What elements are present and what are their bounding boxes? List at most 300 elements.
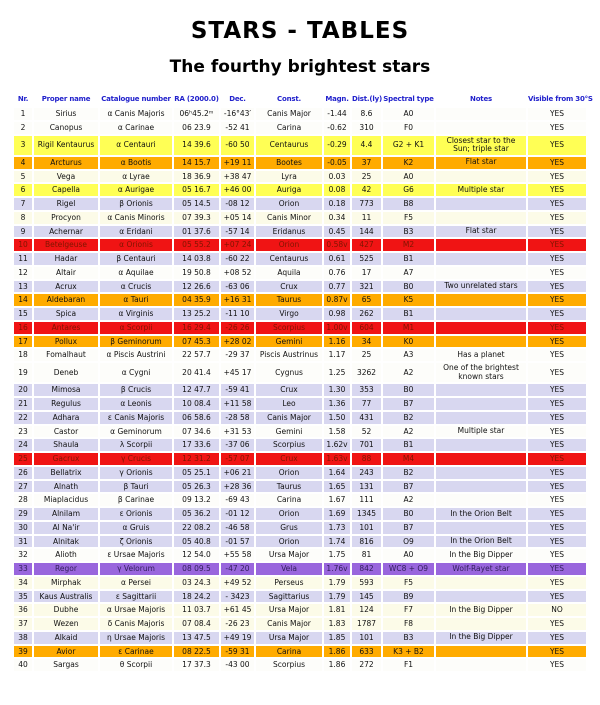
cell-ra: 17 33.6 [174, 439, 219, 451]
cell-ra: 18 24.2 [174, 591, 219, 603]
table-row [14, 171, 586, 183]
cell-magn: 1.16 [324, 336, 350, 348]
cell-name: Alnath [34, 481, 98, 493]
cell-const: Crux [256, 281, 322, 293]
cell-nr: 3 [14, 136, 32, 155]
cell-magn: 0.18 [324, 198, 350, 210]
cell-ra: 05 40.8 [174, 536, 219, 548]
cell-ra: 13 47.5 [174, 632, 219, 644]
cell-visible: YES [528, 481, 586, 493]
cell-spec: A0 [383, 549, 434, 561]
table-row [14, 536, 586, 548]
cell-name: Procyon [34, 212, 98, 224]
cell-spec: B7 [383, 398, 434, 410]
cell-cat: α Scorpii [100, 322, 172, 334]
cell-spec: B3 [383, 632, 434, 644]
cell-ra: 07 34.6 [174, 426, 219, 438]
cell-nr: 34 [14, 577, 32, 589]
cell-ra: 12 26.6 [174, 281, 219, 293]
cell-ra: 05 25.1 [174, 467, 219, 479]
cell-notes [436, 522, 526, 534]
cell-const: Carina [256, 494, 322, 506]
cell-const: Scorpius [256, 439, 322, 451]
cell-cat: α Orionis [100, 239, 172, 251]
table-row [14, 398, 586, 410]
table-row [14, 467, 586, 479]
cell-dec: +45 17 [221, 363, 254, 382]
cell-dist: 37 [352, 157, 381, 169]
cell-dist: 262 [352, 308, 381, 320]
table-row [14, 198, 586, 210]
cell-dist: 633 [352, 646, 381, 658]
table-row [14, 308, 586, 320]
cell-visible: YES [528, 184, 586, 196]
table-header-row [14, 93, 586, 106]
cell-magn: 0.98 [324, 308, 350, 320]
cell-nr: 14 [14, 294, 32, 306]
cell-name: Altair [34, 267, 98, 279]
cell-visible: YES [528, 467, 586, 479]
cell-spec: B1 [383, 439, 434, 451]
cell-name: Aldebaran [34, 294, 98, 306]
cell-notes [436, 494, 526, 506]
cell-notes [436, 577, 526, 589]
cell-nr: 32 [14, 549, 32, 561]
cell-nr: 35 [14, 591, 32, 603]
cell-name: Wezen [34, 618, 98, 630]
cell-dist: 101 [352, 632, 381, 644]
cell-dec: -59 31 [221, 646, 254, 658]
table-row [14, 157, 586, 169]
cell-dec: -69 43 [221, 494, 254, 506]
cell-name: Vega [34, 171, 98, 183]
cell-visible: YES [528, 108, 586, 120]
cell-dec: -43 00 [221, 659, 254, 671]
cell-dist: 816 [352, 536, 381, 548]
cell-notes [436, 659, 526, 671]
table-row [14, 508, 586, 520]
cell-visible: YES [528, 157, 586, 169]
cell-cat: ε Carinae [100, 646, 172, 658]
cell-magn: 1.86 [324, 646, 350, 658]
cell-magn: 1.85 [324, 632, 350, 644]
cell-magn: -1.44 [324, 108, 350, 120]
cell-notes: In the Orion Belt [436, 508, 526, 520]
cell-visible: YES [528, 336, 586, 348]
cell-spec: M4 [383, 453, 434, 465]
cell-visible: YES [528, 212, 586, 224]
cell-visible: YES [528, 226, 586, 238]
cell-spec: B7 [383, 481, 434, 493]
cell-dist: 525 [352, 253, 381, 265]
cell-nr: 38 [14, 632, 32, 644]
cell-nr: 39 [14, 646, 32, 658]
cell-dec: +28 02 [221, 336, 254, 348]
cell-ra: 08 22.5 [174, 646, 219, 658]
cell-name: Pollux [34, 336, 98, 348]
cell-dec: -01 57 [221, 536, 254, 548]
cell-notes [436, 122, 526, 134]
cell-ra: 05 26.3 [174, 481, 219, 493]
cell-ra: 05 36.2 [174, 508, 219, 520]
cell-const: Crux [256, 453, 322, 465]
cell-dist: 25 [352, 349, 381, 361]
cell-visible: YES [528, 426, 586, 438]
cell-notes [436, 412, 526, 424]
cell-cat: α Lyrae [100, 171, 172, 183]
cell-magn: 1.74 [324, 536, 350, 548]
cell-magn: 1.83 [324, 618, 350, 630]
cell-dec: -11 10 [221, 308, 254, 320]
cell-dist: 17 [352, 267, 381, 279]
cell-dist: 81 [352, 549, 381, 561]
cell-name: Capella [34, 184, 98, 196]
cell-nr: 33 [14, 563, 32, 575]
table-row [14, 384, 586, 396]
cell-dec: -16°43′ [221, 108, 254, 120]
cell-const: Ursa Major [256, 549, 322, 561]
cell-notes: Multiple star [436, 426, 526, 438]
cell-spec: B1 [383, 253, 434, 265]
cell-cat: λ Scorpii [100, 439, 172, 451]
cell-visible: YES [528, 632, 586, 644]
cell-name: Fomalhaut [34, 349, 98, 361]
table-row [14, 494, 586, 506]
cell-magn: 1.36 [324, 398, 350, 410]
cell-const: Leo [256, 398, 322, 410]
cell-cat: ε Sagittarii [100, 591, 172, 603]
cell-name: Mimosa [34, 384, 98, 396]
cell-nr: 27 [14, 481, 32, 493]
table-row [14, 563, 586, 575]
cell-notes: Multiple star [436, 184, 526, 196]
cell-spec: F7 [383, 604, 434, 616]
cell-nr: 18 [14, 349, 32, 361]
cell-nr: 6 [14, 184, 32, 196]
cell-visible: YES [528, 136, 586, 155]
table-row [14, 481, 586, 493]
cell-dec: +31 53 [221, 426, 254, 438]
cell-notes [436, 322, 526, 334]
cell-name: Rigil Kentaurus [34, 136, 98, 155]
cell-dist: 1345 [352, 508, 381, 520]
cell-const: Orion [256, 536, 322, 548]
cell-visible: YES [528, 577, 586, 589]
cell-ra: 03 24.3 [174, 577, 219, 589]
cell-visible: NO [528, 604, 586, 616]
cell-visible: YES [528, 281, 586, 293]
column-header-spec: Spectral type [383, 95, 434, 103]
cell-dist: 3262 [352, 363, 381, 382]
cell-cat: γ Crucis [100, 453, 172, 465]
cell-cat: β Crucis [100, 384, 172, 396]
cell-dec: -01 12 [221, 508, 254, 520]
cell-magn: 1.81 [324, 604, 350, 616]
table-row [14, 549, 586, 561]
cell-dec: -57 07 [221, 453, 254, 465]
cell-dec: - 3423 [221, 591, 254, 603]
table-row [14, 108, 586, 120]
cell-const: Taurus [256, 294, 322, 306]
cell-cat: α Persei [100, 577, 172, 589]
table-row [14, 426, 586, 438]
cell-ra: 09 13.2 [174, 494, 219, 506]
cell-cat: α Crucis [100, 281, 172, 293]
table-row [14, 363, 586, 382]
cell-cat: α Aurigae [100, 184, 172, 196]
cell-cat: β Tauri [100, 481, 172, 493]
cell-magn: 1.65 [324, 481, 350, 493]
cell-magn: 0.03 [324, 171, 350, 183]
cell-name: Alnitak [34, 536, 98, 548]
cell-const: Crux [256, 384, 322, 396]
table-row [14, 591, 586, 603]
cell-magn: 1.79 [324, 591, 350, 603]
cell-notes [436, 591, 526, 603]
cell-cat: ζ Orionis [100, 536, 172, 548]
cell-name: Canopus [34, 122, 98, 134]
cell-dist: 52 [352, 426, 381, 438]
cell-ra: 05 14.5 [174, 198, 219, 210]
cell-const: Ursa Major [256, 632, 322, 644]
cell-spec: F1 [383, 659, 434, 671]
column-header-const: Const. [277, 95, 301, 103]
table-row [14, 294, 586, 306]
cell-visible: YES [528, 267, 586, 279]
cell-ra: 22 57.7 [174, 349, 219, 361]
cell-dec: -47 20 [221, 563, 254, 575]
cell-dec: +16 31 [221, 294, 254, 306]
cell-visible: YES [528, 398, 586, 410]
cell-spec: B3 [383, 226, 434, 238]
cell-magn: 0.61 [324, 253, 350, 265]
cell-dist: 1787 [352, 618, 381, 630]
cell-name: Acrux [34, 281, 98, 293]
cell-const: Grus [256, 522, 322, 534]
table-row [14, 122, 586, 134]
cell-visible: YES [528, 536, 586, 548]
cell-nr: 5 [14, 171, 32, 183]
cell-spec: A2 [383, 363, 434, 382]
cell-ra: 14 15.7 [174, 157, 219, 169]
table-row [14, 604, 586, 616]
cell-spec: A2 [383, 494, 434, 506]
page-title: STARS - TABLES [190, 18, 410, 44]
cell-nr: 19 [14, 363, 32, 382]
cell-ra: 01 37.6 [174, 226, 219, 238]
cell-magn: 1.79 [324, 577, 350, 589]
cell-notes [436, 267, 526, 279]
cell-dist: 42 [352, 184, 381, 196]
cell-cat: α Canis Minoris [100, 212, 172, 224]
cell-const: Gemini [256, 426, 322, 438]
cell-notes: Flat star [436, 226, 526, 238]
cell-dist: 272 [352, 659, 381, 671]
cell-dist: 321 [352, 281, 381, 293]
cell-notes: Wolf-Rayet star [436, 563, 526, 575]
cell-spec: B1 [383, 308, 434, 320]
table-row [14, 136, 586, 155]
cell-magn: -0.05 [324, 157, 350, 169]
cell-const: Gemini [256, 336, 322, 348]
cell-ra: 12 47.7 [174, 384, 219, 396]
cell-visible: YES [528, 494, 586, 506]
cell-ra: 07 39.3 [174, 212, 219, 224]
cell-dec: +11 58 [221, 398, 254, 410]
cell-notes [436, 253, 526, 265]
cell-cat: η Ursae Majoris [100, 632, 172, 644]
cell-const: Bootes [256, 157, 322, 169]
cell-magn: 1.73 [324, 522, 350, 534]
cell-magn: 1.67 [324, 494, 350, 506]
cell-const: Perseus [256, 577, 322, 589]
cell-notes: Two unrelated stars [436, 281, 526, 293]
cell-notes [436, 198, 526, 210]
cell-name: Betelgeuse [34, 239, 98, 251]
table-row [14, 412, 586, 424]
table-row [14, 453, 586, 465]
cell-magn: 1.50 [324, 412, 350, 424]
cell-nr: 36 [14, 604, 32, 616]
cell-name: Alkaid [34, 632, 98, 644]
cell-name: Regulus [34, 398, 98, 410]
cell-spec: A7 [383, 267, 434, 279]
cell-magn: 1.62v [324, 439, 350, 451]
cell-nr: 21 [14, 398, 32, 410]
column-header-dist: Dist.(ly) [352, 95, 382, 103]
cell-notes [436, 171, 526, 183]
cell-dec: -08 12 [221, 198, 254, 210]
cell-spec: B0 [383, 384, 434, 396]
cell-const: Scorpius [256, 322, 322, 334]
cell-const: Virgo [256, 308, 322, 320]
cell-name: Al Na'ir [34, 522, 98, 534]
cell-magn: 1.63v [324, 453, 350, 465]
column-header-notes: Notes [470, 95, 492, 103]
cell-nr: 16 [14, 322, 32, 334]
table-row [14, 322, 586, 334]
cell-spec: K0 [383, 336, 434, 348]
cell-magn: 0.58v [324, 239, 350, 251]
cell-ra: 13 25.2 [174, 308, 219, 320]
cell-dec: +19 11 [221, 157, 254, 169]
cell-dist: 353 [352, 384, 381, 396]
cell-cat: α Carinae [100, 122, 172, 134]
cell-const: Canis Major [256, 618, 322, 630]
cell-const: Canis Major [256, 108, 322, 120]
cell-ra: 12 31.2 [174, 453, 219, 465]
cell-visible: YES [528, 508, 586, 520]
cell-notes [436, 453, 526, 465]
cell-dist: 144 [352, 226, 381, 238]
cell-visible: YES [528, 453, 586, 465]
cell-spec: B8 [383, 198, 434, 210]
cell-ra: 06 58.6 [174, 412, 219, 424]
cell-magn: 1.00v [324, 322, 350, 334]
cell-cat: ε Orionis [100, 508, 172, 520]
table-row [14, 439, 586, 451]
cell-spec: G2 + K1 [383, 136, 434, 155]
cell-cat: α Cygni [100, 363, 172, 382]
cell-spec: B2 [383, 412, 434, 424]
cell-dist: 243 [352, 467, 381, 479]
cell-const: Orion [256, 198, 322, 210]
cell-const: Vela [256, 563, 322, 575]
cell-visible: YES [528, 384, 586, 396]
cell-name: Alioth [34, 549, 98, 561]
cell-const: Taurus [256, 481, 322, 493]
cell-dec: -59 41 [221, 384, 254, 396]
cell-name: Shaula [34, 439, 98, 451]
cell-spec: K3 + B2 [383, 646, 434, 658]
cell-notes: Flat star [436, 157, 526, 169]
column-header-name: Proper name [41, 95, 91, 103]
cell-spec: A0 [383, 108, 434, 120]
cell-name: Kaus Australis [34, 591, 98, 603]
cell-notes: In the Big Dipper [436, 632, 526, 644]
cell-cat: α Canis Majoris [100, 108, 172, 120]
cell-name: Rigel [34, 198, 98, 210]
cell-name: Miaplacidus [34, 494, 98, 506]
cell-notes [436, 212, 526, 224]
cell-const: Centaurus [256, 253, 322, 265]
cell-name: Gacrux [34, 453, 98, 465]
table-row [14, 267, 586, 279]
column-header-visible: Visible from 30°S [528, 95, 593, 103]
cell-notes [436, 481, 526, 493]
cell-notes [436, 336, 526, 348]
cell-cat: β Geminorum [100, 336, 172, 348]
table-row [14, 618, 586, 630]
cell-ra: 06ʰ45.2ᵐ [174, 108, 219, 120]
cell-visible: YES [528, 253, 586, 265]
cell-visible: YES [528, 591, 586, 603]
cell-visible: YES [528, 522, 586, 534]
cell-ra: 07 45.3 [174, 336, 219, 348]
cell-notes [436, 398, 526, 410]
table-row [14, 239, 586, 251]
cell-cat: γ Velorum [100, 563, 172, 575]
cell-dist: 65 [352, 294, 381, 306]
cell-notes: In the Orion Belt [436, 536, 526, 548]
cell-cat: β Centauri [100, 253, 172, 265]
cell-ra: 14 03.8 [174, 253, 219, 265]
cell-visible: YES [528, 563, 586, 575]
cell-magn: 1.58 [324, 426, 350, 438]
cell-name: Mirphak [34, 577, 98, 589]
cell-dec: +46 00 [221, 184, 254, 196]
table-row [14, 212, 586, 224]
cell-dist: 701 [352, 439, 381, 451]
cell-magn: 0.87v [324, 294, 350, 306]
cell-dec: -60 22 [221, 253, 254, 265]
cell-magn: 1.64 [324, 467, 350, 479]
cell-cat: α Bootis [100, 157, 172, 169]
cell-dist: 431 [352, 412, 381, 424]
cell-const: Orion [256, 467, 322, 479]
cell-spec: M1 [383, 322, 434, 334]
cell-const: Canis Minor [256, 212, 322, 224]
cell-dist: 604 [352, 322, 381, 334]
cell-notes [436, 646, 526, 658]
cell-ra: 10 08.4 [174, 398, 219, 410]
cell-dist: 427 [352, 239, 381, 251]
cell-cat: θ Scorpii [100, 659, 172, 671]
cell-spec: O9 [383, 536, 434, 548]
cell-dec: -52 41 [221, 122, 254, 134]
cell-visible: YES [528, 171, 586, 183]
cell-spec: K5 [383, 294, 434, 306]
